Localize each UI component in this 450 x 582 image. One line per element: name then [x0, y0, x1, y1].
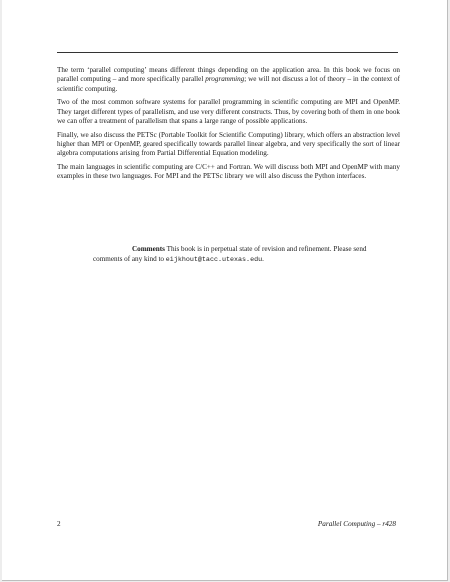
- comments-end: .: [262, 254, 264, 263]
- comments-note: [93, 245, 393, 266]
- comments-email: eijkhout@tacc.utexas.edu: [165, 255, 263, 264]
- paragraph-1: [57, 66, 400, 94]
- header-rule: [57, 52, 398, 53]
- paragraph-1-text-before: The term ‘parallel computing’ means different things depending on the application area. In this book we focus on parallel computing – and more specifically parallel: [57, 66, 400, 84]
- paragraph-1-emphasis: programming: [205, 75, 245, 84]
- paragraph-3: Finally, we also discuss the PETSc (Portable Toolkit for Scientific Computing) library, which offers an abstraction level higher than MPI or OpenMP, geared specifically towards parallel linear algebra, and very specifically the sort of linear algebra computations arising from Partial Differential Equation modeling.: [57, 130, 400, 158]
- comments-label: Comments: [132, 245, 165, 253]
- comments-text: This book is in perpetual state of revision and refinement. Please send comments of any kind to: [93, 245, 367, 263]
- paragraph-1-text-after: ; we will not discuss a lot of theory – in the context of scientific computing.: [57, 75, 400, 93]
- running-title: Parallel Computing – r428: [317, 520, 396, 528]
- document-page: [2, 0, 448, 581]
- paragraph-4: The main languages in scientific computing are C/C++ and Fortran. We will discuss both MPI and OpenMP with many examples in these two languages. For MPI and the PETSc library we will also discuss the Python interfaces.: [57, 163, 400, 181]
- paragraph-2: Two of the most common software systems for parallel programming in scientific computing are MPI and OpenMP. They target different types of parallelism, and use very different constructs. Thus, by covering both of them in one book we can offer a treatment of parallelism that spans a large range of possible applications.: [57, 98, 400, 125]
- page-number: 2: [57, 520, 61, 528]
- body-text: [57, 66, 400, 186]
